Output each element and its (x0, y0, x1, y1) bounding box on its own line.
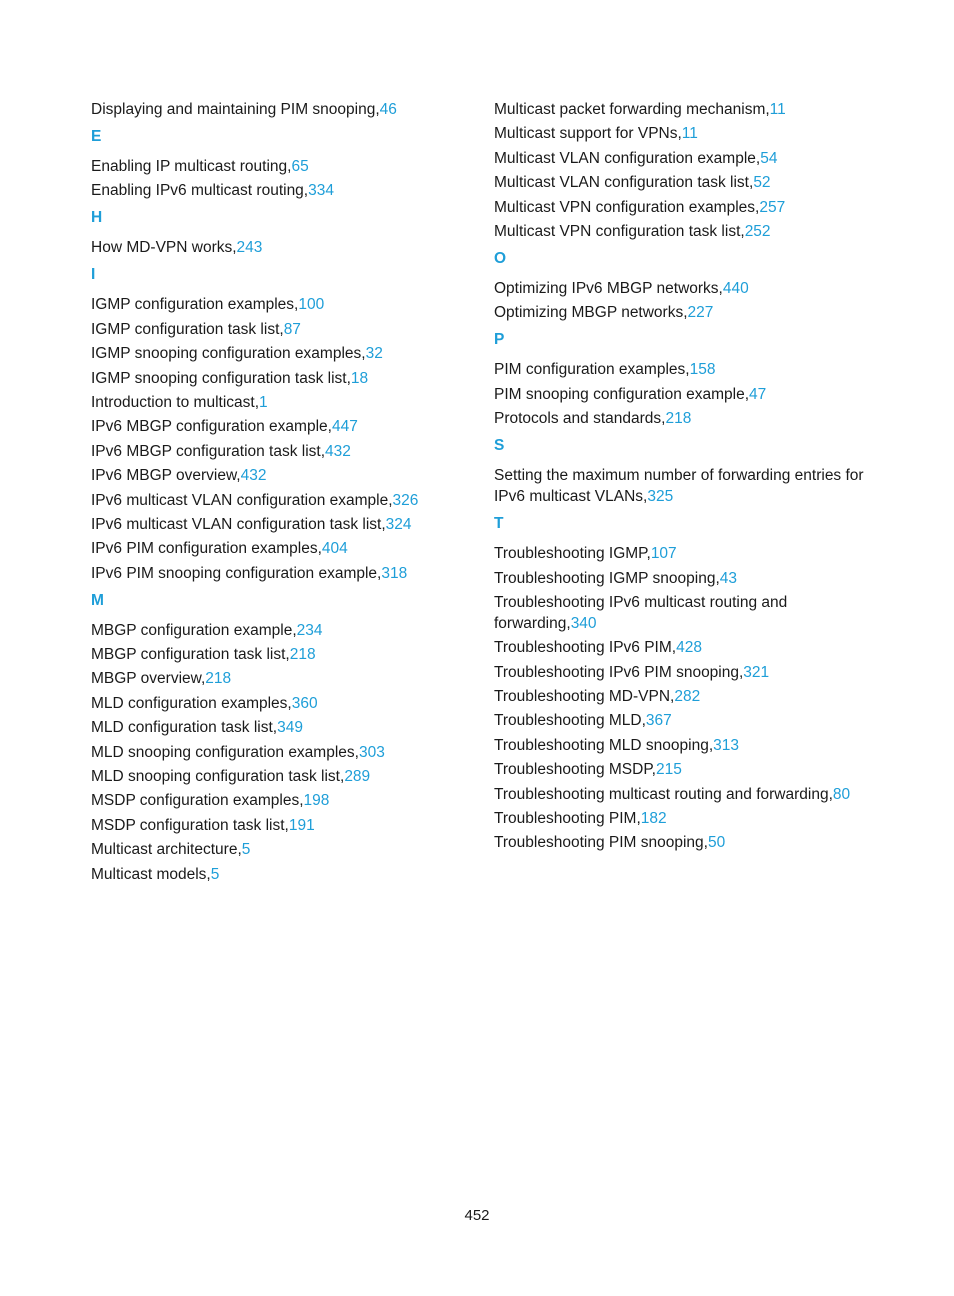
index-page-link[interactable]: 5 (210, 865, 220, 883)
index-page-link[interactable]: 243 (236, 239, 263, 257)
index-page-link[interactable]: 100 (298, 296, 325, 314)
index-entry-text: MSDP configuration task list, (91, 816, 289, 834)
index-entry (494, 123, 874, 144)
index-entry-text: Troubleshooting IPv6 multicast routing and forwarding, (494, 593, 788, 632)
index-entry (91, 416, 451, 437)
index-page-link[interactable]: 282 (674, 688, 701, 706)
index-entry (494, 221, 874, 242)
index-entry (91, 465, 451, 486)
index-entry-text: IPv6 PIM configuration examples, (91, 540, 322, 558)
index-entry (494, 784, 874, 805)
index-page-link[interactable]: 440 (722, 279, 749, 297)
index-letter-heading-i: I (91, 266, 96, 284)
index-page-link[interactable]: 107 (650, 545, 677, 563)
index-entry (494, 710, 874, 731)
index-entry (494, 686, 874, 707)
index-entry (494, 543, 874, 564)
index-page-link[interactable]: 218 (665, 410, 692, 428)
index-page-link[interactable]: 43 (719, 569, 737, 587)
index-entry-text: Optimizing IPv6 MBGP networks, (494, 279, 723, 297)
index-entry-text: Troubleshooting MLD snooping, (494, 736, 714, 754)
index-entry-text: PIM configuration examples, (494, 361, 690, 379)
index-page-link[interactable]: 334 (308, 182, 334, 200)
index-entry-text: Troubleshooting PIM, (494, 810, 641, 828)
index-page-link[interactable]: 340 (570, 614, 597, 632)
index-page-link[interactable]: 404 (321, 540, 348, 558)
index-entry (91, 815, 451, 836)
index-page-link[interactable]: 227 (687, 304, 714, 322)
index-entry (91, 99, 451, 120)
index-entry (494, 832, 874, 853)
index-page-link[interactable]: 432 (240, 467, 267, 485)
index-entry (91, 368, 451, 389)
index-entry-text: Optimizing MBGP networks, (494, 304, 688, 322)
index-letter-heading-t: T (494, 515, 504, 533)
index-entry (494, 662, 874, 683)
index-entry (91, 538, 451, 559)
index-page-link[interactable]: 50 (707, 834, 726, 852)
index-entry (91, 514, 451, 535)
index-entry-text: IPv6 multicast VLAN configuration example, (91, 491, 393, 509)
index-entry (91, 392, 451, 413)
index-page-link[interactable]: 313 (713, 736, 740, 754)
index-entry-text: IGMP snooping configuration task list, (91, 369, 351, 387)
index-entry (91, 343, 451, 364)
index-entry (91, 790, 451, 811)
index-entry-text: Multicast VPN configuration task list, (494, 222, 745, 240)
index-entry-text: Troubleshooting MD-VPN, (494, 688, 675, 706)
index-page-link[interactable]: 52 (753, 174, 771, 192)
index-page-link[interactable]: 360 (291, 694, 318, 712)
index-page-link[interactable]: 325 (647, 488, 674, 506)
index-entry-text: Troubleshooting multicast routing and forwarding, (494, 785, 833, 803)
index-entry-text: Multicast support for VPNs, (494, 125, 682, 143)
index-letter-heading-e: E (91, 128, 102, 145)
index-column-right (494, 99, 874, 857)
index-page-link[interactable]: 11 (681, 125, 698, 143)
index-letter-heading-s: S (494, 437, 505, 455)
index-entry (91, 563, 451, 584)
index-entry (91, 156, 451, 177)
index-letter-heading-o: O (494, 249, 507, 267)
index-page-link[interactable]: 54 (760, 149, 778, 167)
index-entry (494, 99, 874, 120)
index-entry (494, 568, 874, 589)
index-entry (494, 172, 874, 193)
index-entry (91, 620, 451, 641)
index-page-link[interactable]: 447 (331, 418, 358, 436)
index-entry-text: MLD snooping configuration task list, (91, 768, 345, 786)
index-entry (494, 637, 874, 658)
index-page-link[interactable]: 321 (743, 663, 770, 681)
index-entry (91, 319, 451, 340)
index-entry-text: Setting the maximum number of forwarding entries for IPv6 multicast VLANs, (494, 467, 864, 506)
index-entry (91, 441, 451, 462)
index-entry-text: Protocols and standards, (494, 410, 666, 428)
index-page-link[interactable]: 257 (759, 198, 786, 216)
index-entry-text: MBGP configuration example, (91, 621, 297, 639)
index-page-link[interactable]: 218 (205, 670, 232, 688)
index-page-link[interactable]: 80 (832, 785, 851, 803)
index-entry-text: Multicast architecture, (91, 841, 242, 859)
index-entry (494, 384, 874, 405)
index-page-link[interactable]: 289 (344, 768, 371, 786)
index-entry-text: IPv6 PIM snooping configuration example, (91, 564, 382, 582)
index-entry (494, 808, 874, 829)
index-entry-text: Multicast packet forwarding mechanism, (494, 101, 770, 118)
index-entry (494, 465, 874, 507)
index-entry (91, 490, 451, 511)
index-entry (494, 359, 874, 380)
index-entry (91, 693, 451, 714)
index-entry-text: Troubleshooting IGMP snooping, (494, 569, 720, 587)
index-entry-text: IGMP configuration task list, (91, 320, 284, 338)
index-page-link[interactable]: 324 (385, 515, 412, 533)
index-page-link[interactable]: 198 (303, 792, 330, 810)
index-page-link[interactable]: 218 (289, 646, 316, 664)
index-entry-text: PIM snooping configuration example, (494, 385, 750, 403)
index-page-link[interactable]: 326 (392, 491, 419, 509)
index-entry-text: Displaying and maintaining PIM snooping, (91, 101, 380, 118)
index-page-link[interactable]: 32 (365, 345, 383, 363)
index-entry (91, 742, 451, 763)
index-entry (91, 766, 451, 787)
page-number: 452 (464, 1207, 490, 1224)
index-entry-text: MBGP overview, (91, 670, 206, 688)
index-page-link[interactable]: 47 (749, 385, 767, 403)
index-entry-text: IPv6 MBGP overview, (91, 467, 241, 485)
index-page-link[interactable]: 5 (241, 841, 251, 859)
index-entry-text: Troubleshooting PIM snooping, (494, 834, 708, 852)
index-entry-text: IPv6 MBGP configuration example, (91, 418, 332, 436)
index-page-link[interactable]: 158 (689, 361, 716, 379)
index-page-link[interactable]: 65 (291, 158, 309, 175)
index-entry-text: MBGP configuration task list, (91, 646, 290, 664)
index-entry (91, 668, 451, 689)
index-entry-text: IPv6 multicast VLAN configuration task list, (91, 515, 386, 533)
index-page-link[interactable]: 303 (358, 743, 385, 761)
index-page-link[interactable]: 191 (288, 816, 315, 834)
index-column-left (91, 99, 451, 888)
index-page-link[interactable]: 349 (277, 719, 303, 737)
index-page-link[interactable]: 1 (259, 393, 268, 411)
index-entry (91, 839, 451, 860)
index-entry-text: Multicast VLAN configuration example, (494, 149, 761, 167)
index-entry-text: Troubleshooting IPv6 PIM snooping, (494, 663, 744, 681)
index-page-link[interactable]: 367 (645, 712, 672, 730)
index-entry (494, 735, 874, 756)
index-entry-text: IGMP configuration examples, (91, 296, 299, 314)
index-entry-text: IGMP snooping configuration examples, (91, 345, 366, 363)
index-letter-heading-m: M (91, 591, 104, 609)
index-entry-text: MLD snooping configuration examples, (91, 743, 359, 761)
index-page-link[interactable]: 252 (744, 222, 771, 240)
index-page-link[interactable]: 432 (325, 442, 351, 460)
index-entry (91, 644, 451, 665)
index-entry-text: Multicast models, (91, 865, 211, 883)
index-entry-text: MSDP configuration examples, (91, 792, 304, 810)
index-page-link[interactable]: 11 (769, 101, 786, 118)
index-entry (494, 759, 874, 780)
index-entry-text: How MD-VPN works, (91, 239, 237, 257)
index-entry (494, 408, 874, 429)
index-entry (91, 864, 451, 885)
index-page-link[interactable]: 87 (283, 320, 301, 338)
index-entry-text: IPv6 MBGP configuration task list, (91, 442, 326, 460)
index-entry (494, 592, 874, 634)
index-letter-heading-p: P (494, 331, 505, 349)
index-entry-text: Multicast VLAN configuration task list, (494, 174, 754, 192)
index-page-link[interactable]: 318 (381, 564, 408, 582)
index-entry (91, 717, 451, 738)
index-page-link[interactable]: 428 (676, 639, 702, 657)
index-entry (91, 180, 451, 201)
index-entry-text: MLD configuration task list, (91, 719, 278, 737)
index-entry (494, 278, 874, 299)
index-entry-text: Troubleshooting MLD, (494, 712, 646, 730)
index-entry-text: Troubleshooting IGMP, (494, 545, 651, 563)
index-entry-text: MLD configuration examples, (91, 694, 292, 712)
index-letter-heading-h: H (91, 209, 103, 227)
index-entry-text: Enabling IP multicast routing, (91, 158, 292, 175)
index-entry (494, 148, 874, 169)
index-entry (91, 237, 451, 258)
index-page-link[interactable]: 182 (640, 810, 667, 828)
index-entry-text: Troubleshooting IPv6 PIM, (494, 639, 677, 657)
index-entry (494, 197, 874, 218)
index-entry (494, 302, 874, 323)
index-entry-text: Introduction to multicast, (91, 393, 259, 411)
index-entry-text: Enabling IPv6 multicast routing, (91, 182, 309, 200)
index-entry (91, 294, 451, 315)
index-entry-text: Troubleshooting MSDP, (494, 761, 656, 779)
index-page-link[interactable]: 215 (655, 761, 682, 779)
index-page-link[interactable]: 18 (350, 369, 369, 387)
index-entry-text: Multicast VPN configuration examples, (494, 198, 760, 216)
index-page-link[interactable]: 234 (296, 621, 323, 639)
index-page-link[interactable]: 46 (379, 101, 397, 118)
